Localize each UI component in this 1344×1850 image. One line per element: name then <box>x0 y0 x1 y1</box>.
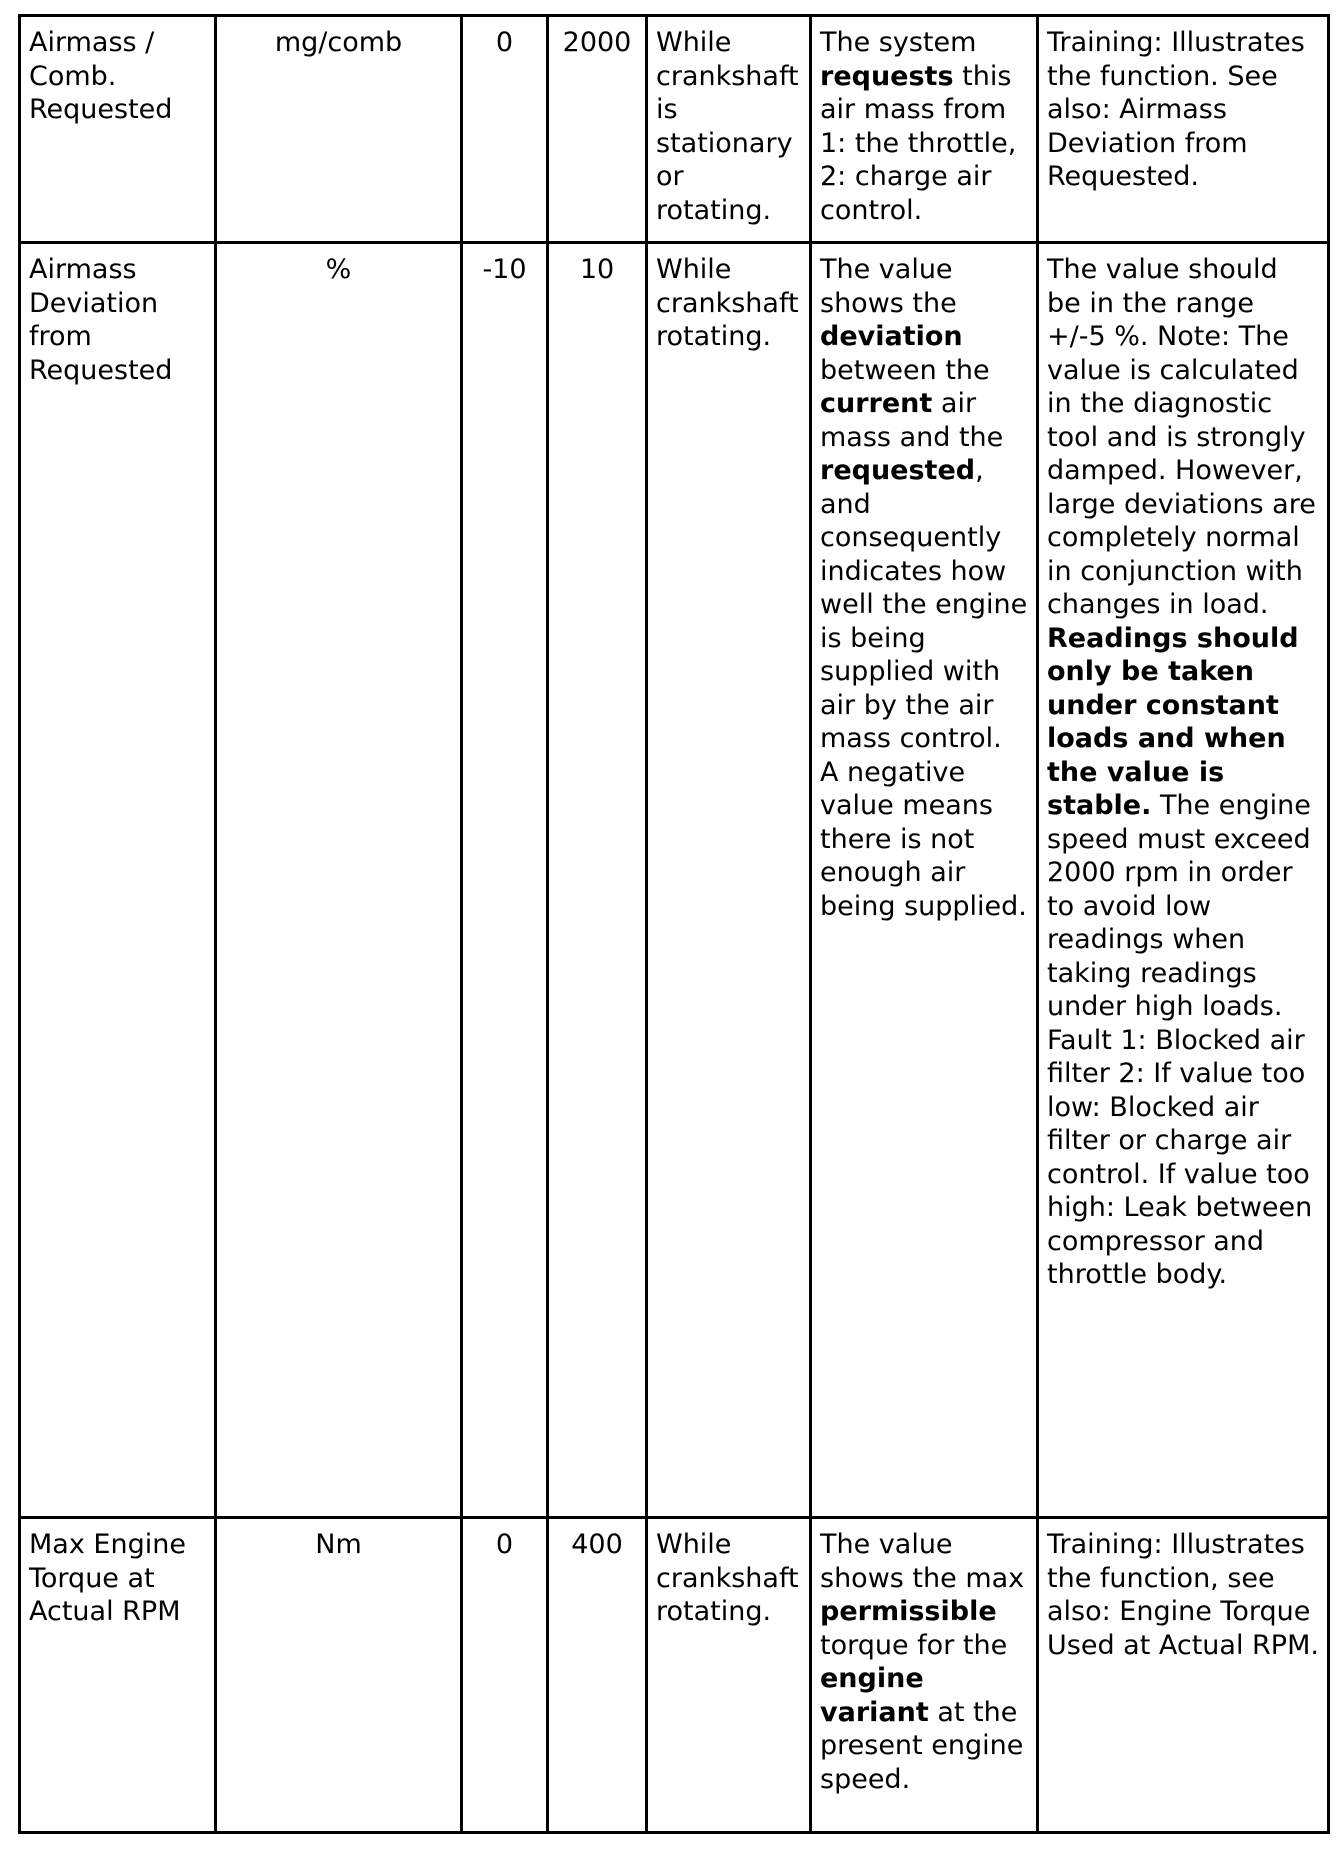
parameter-name: Airmass Deviation from Requested <box>20 243 216 1518</box>
comment-cell <box>1038 16 1329 243</box>
parameter-name: Airmass / Comb. Requested <box>20 16 216 243</box>
bold-text-run: current <box>820 388 933 419</box>
table-row <box>20 1518 1329 1833</box>
table-row <box>20 16 1329 243</box>
min-value-cell: 0 <box>462 1518 548 1833</box>
unit-cell: % <box>216 243 462 1518</box>
unit-cell: mg/comb <box>216 16 462 243</box>
max-value-cell: 400 <box>548 1518 647 1833</box>
text-run: The system <box>820 27 977 58</box>
description-cell <box>811 16 1038 243</box>
bold-text-run: permissible <box>820 1596 997 1627</box>
max-value-cell: 10 <box>548 243 647 1518</box>
text-run: air mass and the <box>820 388 1004 453</box>
max-value-cell: 2000 <box>548 16 647 243</box>
text-run: torque for the <box>820 1629 1008 1661</box>
bold-text-run: engine variant <box>820 1663 929 1728</box>
parameter-table <box>18 14 1330 1834</box>
unit-cell: Nm <box>216 1518 462 1833</box>
text-run: The value shows the <box>820 254 957 319</box>
min-value-cell: 0 <box>462 16 548 243</box>
min-value-cell: -10 <box>462 243 548 1518</box>
parameter-name: Max Engine Torque at Actual RPM <box>20 1518 216 1833</box>
condition-cell: While crankshaft is stationary or rotating. <box>647 16 811 243</box>
text-run: , and consequently indicates how well the engine is being supplied with air by the air mass control. A negative value means there is not enough air being supplied. <box>820 455 1028 922</box>
bold-text-run: requests <box>820 60 954 92</box>
condition-cell: While crankshaft rotating. <box>647 243 811 1518</box>
comment-cell <box>1038 243 1329 1518</box>
text-run: at the present engine speed. <box>820 1696 1024 1795</box>
description-cell <box>811 243 1038 1518</box>
text-run: Training: Illustrates the function. See also: Airmass Deviation from Requested. <box>1047 27 1305 192</box>
text-run: The value shows the max <box>820 1529 1025 1594</box>
text-run: Training: Illustrates the function, see also: Engine Torque Used at Actual RPM. <box>1047 1529 1319 1661</box>
text-run: this air mass from 1: the throttle, 2: charge air control. <box>820 60 1017 226</box>
description-cell <box>811 1518 1038 1833</box>
bold-text-run: requested <box>820 455 976 486</box>
bold-text-run: deviation <box>820 321 963 352</box>
text-run: The value should be in the range +/-5 %. Note: The value is calculated in the diagnostic tool and is strongly damped. However, large deviations are completely normal in conjunction with changes in load. <box>1047 254 1316 620</box>
text-run: The engine speed must exceed 2000 rpm in order to avoid low readings when taking readings under high loads. Fault 1: Blocked air filter 2: If value too low: Blocked air filter or charge air control. If value too high: Leak between compressor and throttle body. <box>1047 790 1313 1290</box>
condition-cell: While crankshaft rotating. <box>647 1518 811 1833</box>
comment-cell <box>1038 1518 1329 1833</box>
table-row <box>20 243 1329 1518</box>
text-run: between the <box>820 354 990 386</box>
bold-text-run: Readings should only be taken under constant loads and when the value is stable. <box>1047 622 1299 821</box>
